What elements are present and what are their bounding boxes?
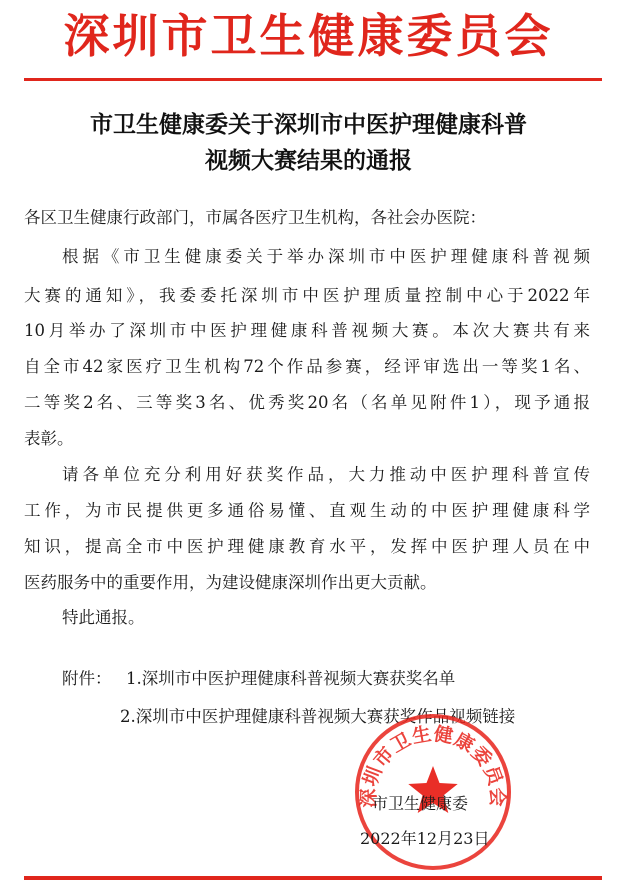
paragraph-1-line: 根据《市卫生健康委关于举办深圳市中医护理健康科普视频 [62, 247, 590, 266]
signature-line: 市卫生健康委 [372, 794, 469, 813]
attachment-item-2: 2.深圳市中医护理健康科普视频大赛获奖作品视频链接 [120, 707, 516, 726]
paragraph-2-line: 知识，提高全市中医护理健康教育水平，发挥中医护理人员在中 [24, 537, 590, 556]
document-title-line-2: 视频大赛结果的通报 [205, 147, 412, 174]
red-header-rule [24, 78, 602, 81]
attachments-label: 附件： [62, 669, 112, 688]
paragraph-1-line: 大赛的通知》，我委委托深圳市中医护理质量控制中心于2022年 [24, 286, 590, 305]
paragraph-1-line: 自全市42家医疗卫生机构72个作品参赛，经评审选出一等奖1名、 [24, 357, 590, 376]
paragraph-2-line: 工作，为市民提供更多通俗易懂、直观生动的中医护理健康科学 [24, 501, 590, 520]
addressee: 各区卫生健康行政部门，市属各医疗卫生机构，各社会办医院： [24, 208, 486, 227]
paragraph-2-line: 医药服务中的重要作用，为建设健康深圳作出更大贡献。 [24, 573, 437, 592]
seal-text: 深圳市卫生健康委员会 [357, 722, 509, 808]
closing-line: 特此通报。 [62, 608, 145, 627]
document-title-line-1: 市卫生健康委关于深圳市中医护理健康科普 [90, 111, 527, 138]
paragraph-1-line: 表彰。 [24, 429, 74, 448]
attachment-item-1: 1.深圳市中医护理健康科普视频大赛获奖名单 [126, 669, 456, 688]
masthead-title: 深圳市卫生健康委员会 [63, 9, 554, 63]
paragraph-2-line: 请各单位充分利用好获奖作品，大力推动中医护理科普宣传 [62, 465, 590, 484]
paragraph-1-line: 二等奖2名、三等奖3名、优秀奖20名（名单见附件1），现予通报 [24, 393, 590, 412]
red-footer-rule [24, 876, 602, 880]
paragraph-1-line: 10月举办了深圳市中医护理健康科普视频大赛。本次大赛共有来 [24, 321, 590, 340]
date-line: 2022年12月23日 [360, 829, 490, 848]
